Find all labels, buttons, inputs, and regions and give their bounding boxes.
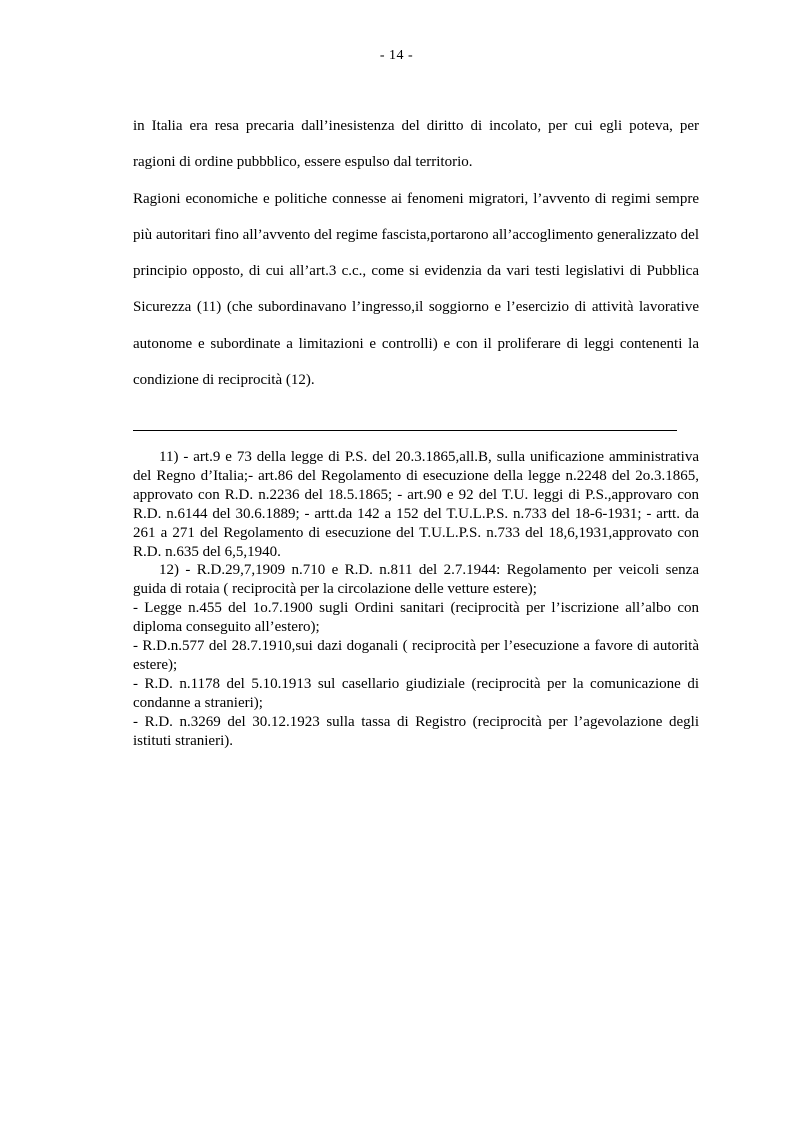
footnote-12-item: - R.D. n.3269 del 30.12.1923 sulla tassa di Registro (reciprocità per l’agevolazione degli istituti stranieri). <box>133 713 699 749</box>
footnote-separator <box>133 430 677 431</box>
body-paragraph: in Italia era resa precaria dall’inesistenza del diritto di incolato, per cui egli poteva, per ragioni di ordine pubbblico, essere espulso dal territorio. <box>133 118 699 171</box>
footnote-12-item: - R.D. n.1178 del 5.10.1913 sul casellario giudiziale (reciprocità per la comunicazione di condanne a stranieri); <box>133 675 699 711</box>
page-number: - 14 - <box>379 48 414 63</box>
footnote-12-item: - Legge n.455 del 1o.7.1900 sugli Ordini sanitari (reciprocità per l’iscrizione all’albo con diploma conseguito all’estero); <box>133 600 699 636</box>
footnote-12-item: - R.D.n.577 del 28.7.1910,sui dazi doganali ( reciprocità per l’esecuzione a favore di autorità estere); <box>133 638 699 673</box>
footnote-12: 12) - R.D.29,7,1909 n.710 e R.D. n.811 del 2.7.1944: Regolamento per veicoli senza guida di rotaia ( reciprocità per la circolazione delle vetture estere); <box>133 562 699 598</box>
body-text <box>133 108 699 398</box>
body-paragraph: Ragioni economiche e politiche connesse ai fenomeni migratori, l’avvento di regimi sempre più autoritari fino all’avvento del regime fascista,portarono all’accoglimento generalizzato del principio opposto, di cui all’art.3 c.c., come si evidenzia da vari testi legislativi di Pubblica Sicurezza (11) (che subordinavano l’ingresso,il soggiorno e l’esercizio di attività lavorative autonome e subordinate a limitazioni e controlli) e con il proliferare di leggi contenenti la condizione di reciprocità (12). <box>133 190 699 389</box>
footnote-11: 11) - art.9 e 73 della legge di P.S. del 20.3.1865,all.B, sulla unificazione amministrativa del Regno d’Italia;- art.86 del Regolamento di esecuzione della legge n.2248 del 2o.3.1865, approvato con R.D. n.2236 del 18.5.1865; - art.90 e 92 del T.U. leggi di P.S.,approvaro con R.D. n.6144 del 30.6.1889; - artt.da 142 a 152 del T.U.L.P.S. n.733 del 18-6-1931; - artt. da 261 a 271 del Regolamento di esecuzione del T.U.L.P.S. n.733 del 18,6,1931,approvato con R.D. n.635 del 6,5,1940. <box>133 449 699 560</box>
footnotes <box>133 448 699 751</box>
